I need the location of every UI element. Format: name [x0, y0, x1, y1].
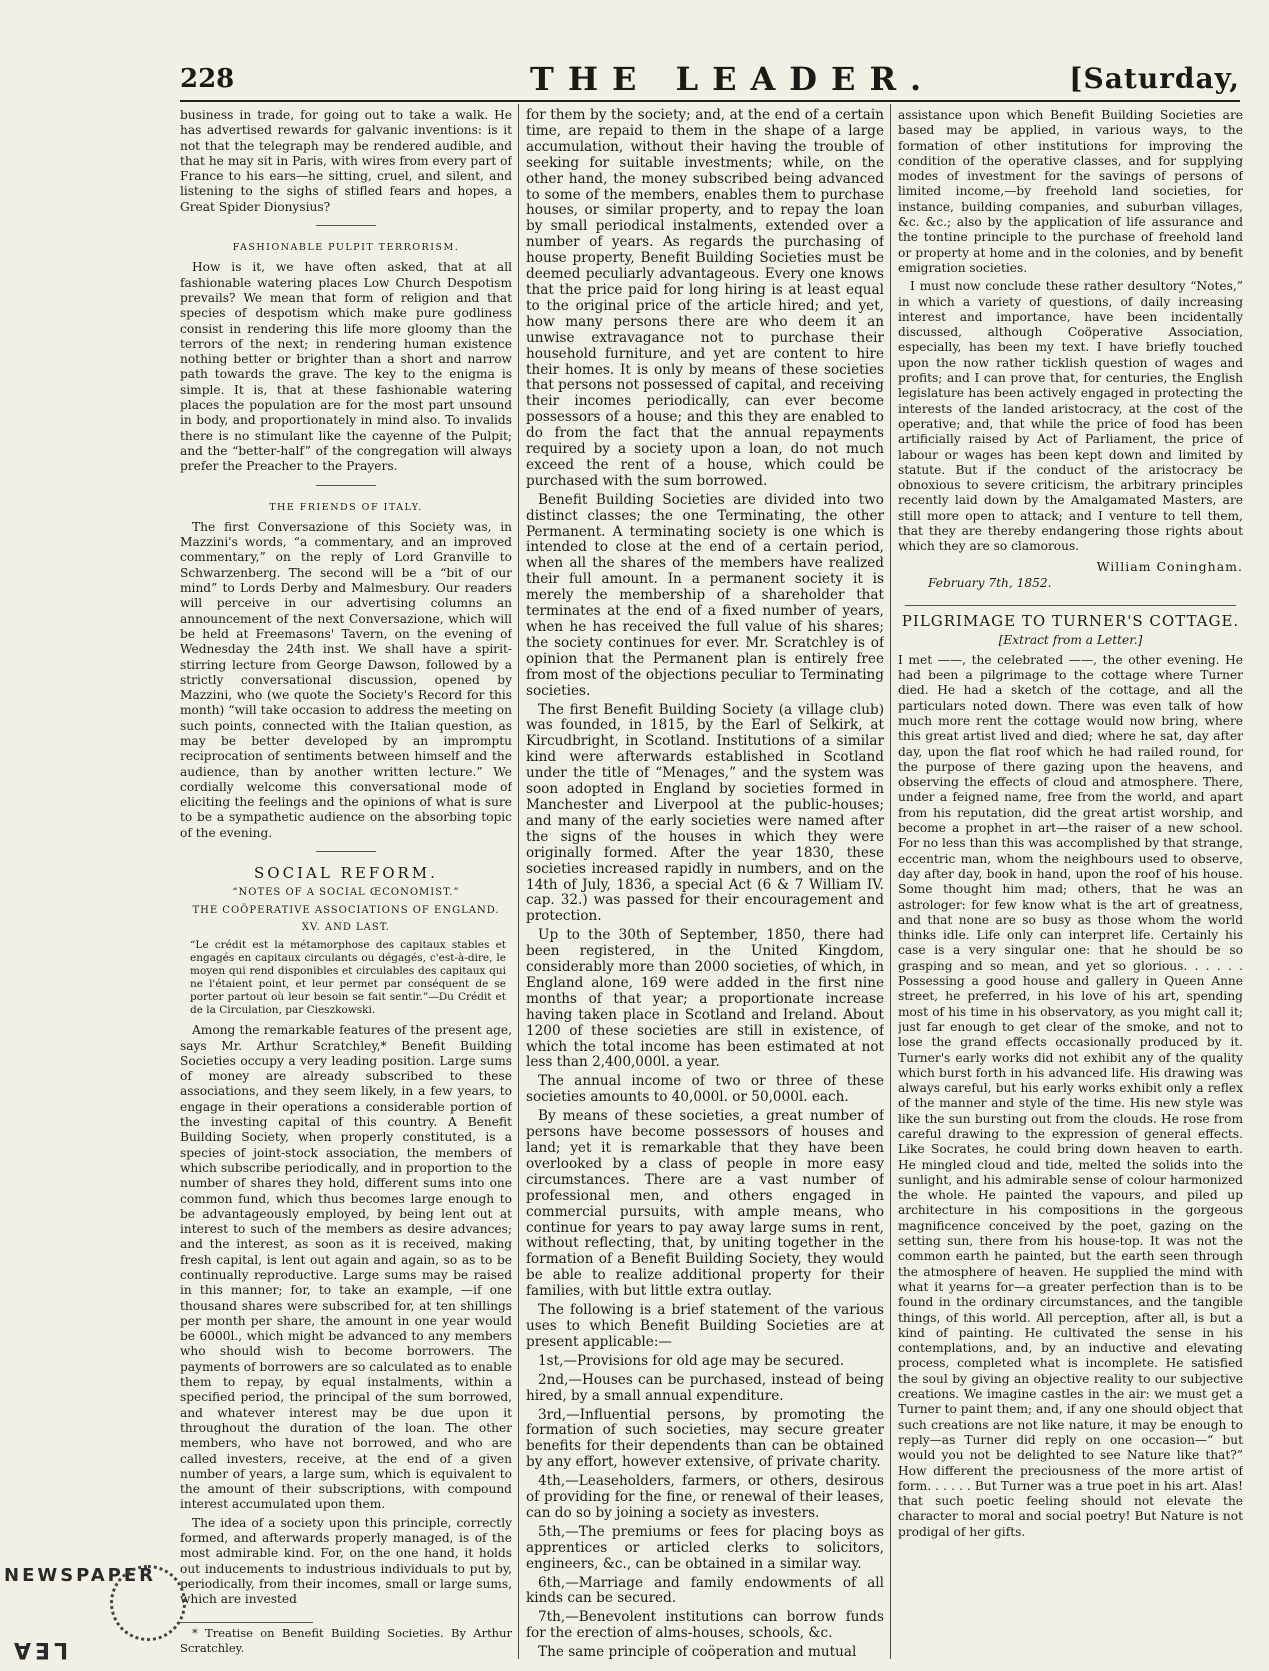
paragraph: for them by the society; and, at the end of a certain time, are repaid to them in the shape of a large accumulation, without their having the trouble of seeking for suitable investments; while, on the other hand, the money subscribed being advanced to some of the members, enables them to purchase houses, or similar property, and to repay the loan by small periodical instalments, extended over a number of years. As regards the purchasing of house property, Benefit Building Societies must be deemed peculiarly advantageous. Every one knows that the price paid for long hiring is at least equal to the original price of the article hired; and yet, how many persons there are who deem it an unwise extravagance not to purchase their household furniture, and yet are content to hire their homes. It is only by means of these societies that persons not possessed of capital, and receiving their incomes periodically, can ever become possessors of a house; and this they are enabled to do from the fact that the annual repayments required by a society upon a loan, do not much exceed the rent of a house, which could be purchased with the sum borrowed.	[526, 108, 884, 489]
column-1	[180, 108, 512, 1661]
spider-paragraph: business in trade, for going out to take a walk. He has advertised rewards for galvanic inventions: is it not that the telegraph may be rendered audible, and that he may sit in Paris, with wires from every part of France to his ears—he sitting, cruel, and silent, and listening to the sighs of stifled fears and hopes, a Great Spider Dionysius?	[180, 108, 512, 214]
column-rule-2	[890, 104, 891, 1659]
part-number: XV. AND LAST.	[301, 921, 391, 933]
list-item: 2nd,—Houses can be purchased, instead of being hired, by a small annual expenditure.	[526, 1371, 884, 1404]
column-rule-1	[518, 104, 519, 1659]
header-rule	[180, 100, 1240, 102]
list-item: 4th,—Leaseholders, farmers, or others, desirous of providing for the fine, or renewal of their leases, can do so by joining a society as investers.	[526, 1473, 884, 1521]
divider	[316, 485, 376, 486]
society-idea-paragraph: The idea of a society upon this principle, correctly formed, and afterwards properly managed, is of the most admirable kind. For, on the one hand, it holds out inducements to industrious individuals to put by, periodically, from their incomes, small or large sums, which are invested	[180, 1515, 512, 1607]
stamp-text: NEWSPAPER	[4, 1565, 156, 1586]
divider	[316, 225, 376, 226]
paragraph: The following is a brief statement of the various uses to which Benefit Building Societies are at present applicable:—	[526, 1302, 884, 1350]
stamp-ring	[110, 1565, 186, 1641]
paragraph: Benefit Building Societies are divided into two distinct classes; the one Terminating, the other Permanent. A terminating society is one which is intended to close at the end of a certain period, when all the shares of the members have realized their full amount. In a permanent society it is merely the membership of a shareholder that terminates at the end of a fixed number of years, when he has received the full value of his shares; the society continues for ever. Mr. Scratchley is of opinion that the Permanent plan is entirely free from most of the objections peculiar to Terminating societies.	[526, 491, 884, 699]
benefit-building-paragraph: Among the remarkable features of the present age, says Mr. Arthur Scratchley,* Benefit Building Societies occupy a very leading position. Large sums of money are already subscribed to these associations, and they seem likely, in a few years, to engage in their operations a considerable portion of the investing capital of this country. A Benefit Building Society, when properly constituted, is a species of joint-stock association, the members of which subscribe periodically, and in proportion to the number of shares they hold, different sums into one common fund, which thus becomes large enough to be advantageously employed, by being lent out at interest to such of the members as desire advances; and the interest, as soon as it is received, making fresh capital, is lent out again and again, so as to be continually reproductive. Large sums may be raised in this manner; for, to take an example, —if one thousand shares were subscribed for, at ten shillings per month per share, the amount in one year would be 6000l., which might be advanced to any members who should wish to become borrowers. The payments of borrowers are so calculated as to enable them to repay, by equal instalments, within a specified period, the principal of the sum borrowed, and whatever interest may be due upon it throughout the duration of the loan. The other members, who have not borrowed, and who are called investers, receive, at the end of a given number of years, a large sum, which is equivalent to the amount of their subscriptions, with compound interest accumulated upon them.	[180, 1023, 512, 1512]
list-item: 3rd,—Influential persons, by promoting the formation of such societies, may secure greater benefits for their dependents than can be obtained by any effort, however extensive, of private charity.	[526, 1406, 884, 1471]
library-stamp	[0, 1565, 175, 1671]
article-date: February 7th, 1852.	[928, 575, 1052, 590]
cooperative-associations-subtitle: THE COÖPERATIVE ASSOCIATIONS OF ENGLAND.	[192, 904, 500, 916]
footnote: * Treatise on Benefit Building Societies. By Arthur Scratchley.	[180, 1625, 512, 1655]
paragraph: Up to the 30th of September, 1850, there had been registered, in the United Kingdom, considerably more than 2000 societies, of which, in England alone, 169 were added in the first nine months of that year; a proportionate increase having taken place in Scotland and Ireland. About 1200 of these societies are still in existence, of which the total income has been estimated at not less than 2,400,000l. a year.	[526, 927, 884, 1071]
social-reform-subtitle: “NOTES OF A SOCIAL ŒCONOMIST.”	[232, 887, 460, 899]
divider	[905, 605, 1236, 606]
divider	[316, 851, 376, 852]
paragraph: The same principle of coöperation and mutual	[538, 1644, 857, 1661]
column-3	[898, 108, 1243, 1661]
turner-article-body: I met ——, the celebrated ——, the other evening. He had been a pilgrimage to the cottage where Turner died. He had a sketch of the cottage, and all the particulars noted down. There was even talk of how much more rent the cottage would now bring, where this great artist lived and died; where he sat, day after day, upon the flat roof which he had railed round, for the purpose of there gazing upon the heavens, and observing the effects of cloud and atmosphere. There, under a feigned name, free from the world, and apart from his reputation, did the great artist worship, and become a prophet in art—the raiser of a new school. For no less than this was accomplished by that strange, eccentric man, whom the neighbours used to observe, day after day, book in hand, upon the roof of his house. Some thought him mad; others, that he was an astrologer: for few know what is the art of greatness, and that none are so busy as those whom the world thinks idle. Life only can interpret life. Certainly his case is a very singular one: that he should be so grasping and so mean, and yet so glorious. . . . . . Possessing a good house and gallery in Queen Anne street, he preferred, in his love of his art, spending most of his time in his observatory, as you might call it; just far enough to get clear of the smoke, and not to lose the grand effects occasionally produced by it. Turner's early works did not exhibit any of the quality which burst forth in his advanced life. His drawing was always careful, but his early works exhibit only a reflex of the manner and style of the time. His new style was like the sun bursting out from the clouds. He rose from careful drawing to the expression of general effects. Like Socrates, he could bring down heaven to earth. He mingled cloud and tide, melted the solids into the sunlight, and his admirable sense of colour harmonized the whole. He painted the vapours, and piled up architecture in his compositions in the gorgeous magnificence conceived by the poet, gazing on the setting sun, there from his house-top. It was not the common earth he painted, but the earth seen through the atmosphere of heaven. He supplied the mind with what it yearns for—a greater perfection than is to be found in the ordinary circumstances, and the tangible things, of this world. All perception, after all, is but a kind of painting. He cultivated the sense in his contemplations, and, by an inductive and elevating process, completed what is incomplete. He satisfied the soul by giving an objective reality to our subjective creations. We imagine castles in the air: we must get a Turner to paint them; and, if any one should object that such creations are not like nature, it may be enough to reply—as Turner did reply on one occasion—“ but would you not be delighted to see Nature like that?” How different the preciousness of the more artist of form. . . . . . But Turner was a true poet in his art. Alas! that such poetic feeling should not elevate the character to moral and social poetry! But Nature is not prodigal of her gifts.	[898, 652, 1243, 1539]
list-item: 7th,—Benevolent institutions can borrow funds for the erection of alms-houses, schools, &c.	[526, 1609, 884, 1642]
paragraph: I must now conclude these rather desultory “Notes,” in which a variety of questions, of daily increasing interest and importance, have been incidentally discussed, although Coöperative Association, especially, has been my text. I have briefly touched upon the now rather ticklish question of wages and profits; and I can prove that, for centuries, the English legislature has been actively engaged in protecting the interests of the landed aristocracy, at the cost of the operative; and, that while the price of food has been artificially raised by Act of Parliament, the price of labour or wages has been kept down and limited by statute. But if the conduct of the aristocracy be obnoxious to severe criticism, the arbitrary principles recently laid down by the Amalgamated Masters, are still more open to attack; and I venture to tell them, that they are thereby endangering those rights about which they are so clamorous.	[898, 279, 1243, 554]
stamp-text-inverted: LEA	[10, 1637, 69, 1662]
list-item: 5th,—The premiums or fees for placing boys as apprentices or articled clerks to solicitors, engineers, &c., can be obtained in a similar way.	[526, 1523, 884, 1572]
masthead-title: THE LEADER.	[530, 60, 936, 98]
paragraph: The first Benefit Building Society (a village club) was founded, in 1815, by the Earl of Selkirk, at Kircudbright, in Scotland. Institutions of a similar kind were afterwards established in Scotland under the title of “Menages,” and the system was soon adopted in England by societies formed in Manchester and Liverpool at the public-houses; and many of the early societies were named after the signs of the houses in which they were originally formed. After the year 1830, these societies increased rapidly in numbers, and on the 14th of July, 1836, a special Act (6 & 7 William IV. cap. 32.) was passed for their encouragement and protection.	[526, 701, 884, 925]
fashionable-pulpit-heading: FASHIONABLE PULPIT TERRORISM.	[232, 242, 460, 254]
turner-article-heading: PILGRIMAGE TO TURNER'S COTTAGE.	[901, 612, 1240, 631]
friends-of-italy-body: The first Conversazione of this Society was, in Mazzini's words, “a commentary, and an improved commentary,” on the reply of Lord Granville to Schwarzenberg. The second will be a “bit of our mind” to Lords Derby and Malmesbury. Our readers will perceive in our advertising columns an announcement of the next Conversazione, which will be held at Freemasons' Tavern, on the evening of Wednesday the 24th inst. We shall have a spirit-stirring lecture from George Dawson, followed by a strictly conversational discussion, opened by Mazzini, who (we quote the Society's Record for this month) “will take occasion to address the meeting on such points, connected with the Italian question, as may be better developed by an impromptu reciprocation of sentiments between himself and the audience, than by another written lecture.” We cordially welcome this conversational mode of eliciting the feelings and the opinions of what is sure to be a sympathetic audience on the absorbing topic of the evening.	[180, 519, 512, 840]
page-number: 228	[180, 64, 235, 94]
footnote-rule	[180, 1622, 313, 1623]
fashionable-pulpit-body: How is it, we have often asked, that at all fashionable watering places Low Church Despotism prevails? We mean that form of religion and that species of despotism which make pure godliness consist in rendering this life more gloomy than the terrors of the next; in rendering human existence nothing better or brighter than a short and narrow path towards the grave. The key to the enigma is simple. It is, that at these fashionable watering places the population are for the most part unsound in body, and proportionately in mind also. To invalids there is no stimulant like the cayenne of the Pulpit; and the “better-half” of the congregation will always prefer the Preacher to the Prayers.	[180, 260, 512, 474]
social-reform-heading: SOCIAL REFORM.	[254, 864, 438, 883]
column-2	[526, 108, 884, 1661]
friends-of-italy-heading: THE FRIENDS OF ITALY.	[269, 501, 423, 513]
paragraph: The annual income of two or three of these societies amounts to 40,000l. or 50,000l. each.	[526, 1073, 884, 1106]
turner-article-subtitle: [Extract from a Letter.]	[998, 632, 1143, 647]
paragraph: By means of these societies, a great number of persons have become possessors of houses and land; yet it is remarkable that they have been overlooked by a class of people in more easy circumstances. There are a vast number of professional men, and others engaged in commercial pursuits, with ample means, who continue for years to pay away large sums in rent, without reflecting, that, by uniting together in the formation of a Benefit Building Society, they would be able to realize additional property for their families, with but little extra outlay.	[526, 1108, 884, 1300]
paragraph: assistance upon which Benefit Building Societies are based may be applied, in various ways, to the formation of other institutions for improving the condition of the operative classes, and for supplying modes of investment for the savings of persons of limited income,—by freehold land societies, for instance, building companies, and suburban villages, &c. &c.; also by the application of life assurance and the tontine principle to the purchase of freehold land or property at home and in the colonies, and by benefit emigration societies.	[898, 108, 1243, 275]
page-header	[180, 60, 1240, 100]
french-epigraph: “Le crédit est la métamorphose des capitaux stables et engagés en capitaux circulants ou dégagés, c'est-à-dire, le moyen qui rend disponibles et circulables des capitaux qui ne l'étaient point, et leur permet par conséquent de se porter partout où leur besoin se fait sentir.”—Du Crédit et de la Circulation, par Cieszkowski.	[190, 939, 506, 1017]
list-item: 1st,—Provisions for old age may be secured.	[538, 1352, 845, 1369]
author-signature: William Coningham.	[1096, 558, 1243, 574]
header-day: [Saturday,	[1069, 62, 1240, 95]
list-item: 6th,—Marriage and family endowments of all kinds can be secured.	[526, 1574, 884, 1607]
